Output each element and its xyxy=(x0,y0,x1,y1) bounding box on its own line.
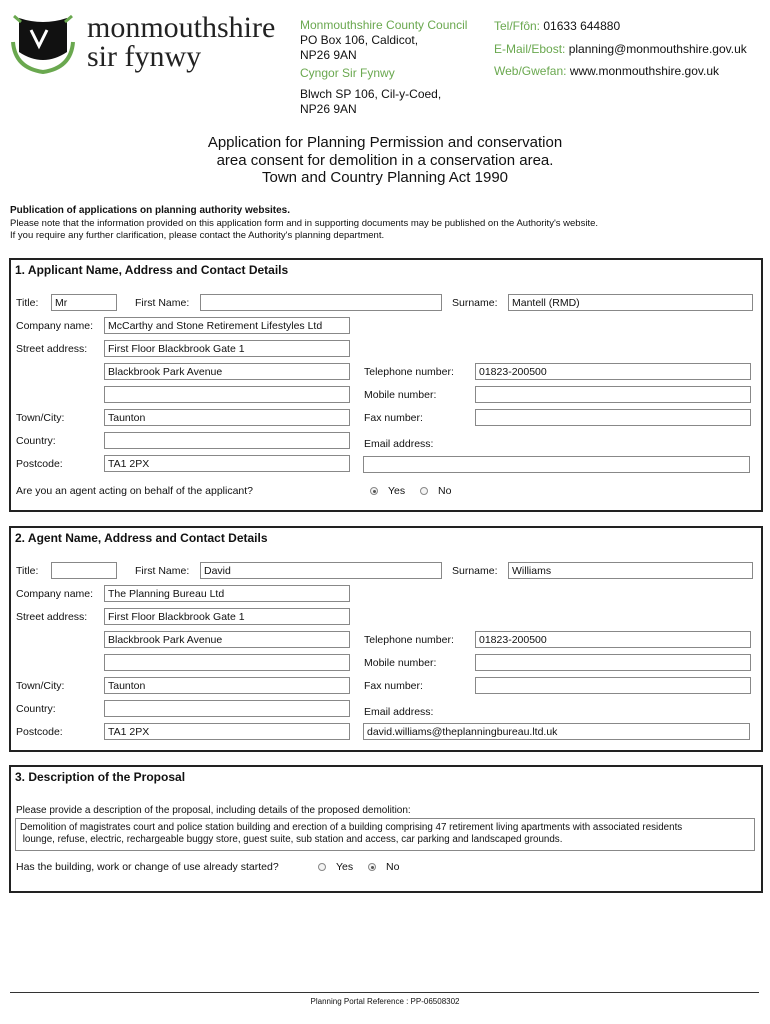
form-title xyxy=(0,134,770,187)
logo-line-1: monmouthshire xyxy=(87,11,276,44)
footer-divider xyxy=(10,992,759,993)
agent-yes-label: Yes xyxy=(388,485,406,497)
agent-no-label: No xyxy=(438,485,452,497)
agent-country-label: Country: xyxy=(16,703,56,715)
applicant-section-heading: 1. Applicant Name, Address and Contact Details xyxy=(15,263,289,277)
applicant-country-field[interactable] xyxy=(104,432,350,449)
agent-title-field[interactable] xyxy=(51,562,117,579)
proposal-section-heading: 3. Description of the Proposal xyxy=(15,770,186,784)
agent-street-line-3[interactable] xyxy=(104,654,350,671)
agent-fax-field[interactable] xyxy=(475,677,751,694)
agent-email-field[interactable]: david.williams@theplanningbureau.ltd.uk xyxy=(363,723,750,740)
work-started-question: Has the building, work or change of use already started? xyxy=(16,861,279,873)
applicant-mobile-field[interactable] xyxy=(475,386,751,403)
agent-company-field[interactable]: The Planning Bureau Ltd xyxy=(104,585,350,602)
agent-email-label: Email address: xyxy=(364,706,434,718)
publication-notice xyxy=(10,205,598,243)
applicant-first-name-label: First Name: xyxy=(135,297,190,309)
applicant-company-label: Company name: xyxy=(16,320,94,332)
proposal-description-line-2: lounge, refuse, electric, rechargeable buggy store, guest suite, sub station and access, car parking and landscaped grounds. xyxy=(20,834,563,845)
agent-country-field[interactable] xyxy=(104,700,350,717)
address-en-line-2: NP26 9AN xyxy=(300,48,357,62)
dragon-emblem-icon xyxy=(11,12,75,74)
planning-portal-reference: Planning Portal Reference : PP-06508302 xyxy=(310,997,460,1006)
applicant-first-name-field[interactable] xyxy=(200,294,442,311)
applicant-telephone-field[interactable]: 01823-200500 xyxy=(475,363,751,380)
work-started-no-radio[interactable] xyxy=(368,863,376,871)
applicant-country-label: Country: xyxy=(16,435,56,447)
agent-street-line-1[interactable]: First Floor Blackbrook Gate 1 xyxy=(104,608,350,625)
telephone-value: 01633 644880 xyxy=(543,19,621,33)
agent-no-radio[interactable] xyxy=(420,487,428,495)
applicant-fax-field[interactable] xyxy=(475,409,751,426)
notice-line-2: If you require any further clarification, please contact the Authority's planning department. xyxy=(10,230,385,241)
agent-title-label: Title: xyxy=(16,565,39,577)
applicant-email-field[interactable] xyxy=(363,456,750,473)
address-cy-line-2: NP26 9AN xyxy=(300,102,357,116)
agent-first-name-field[interactable]: David xyxy=(200,562,442,579)
agent-postcode-field[interactable]: TA1 2PX xyxy=(104,723,350,740)
applicant-postcode-label: Postcode: xyxy=(16,458,63,470)
applicant-title-label: Title: xyxy=(16,297,39,309)
form-title-line-1: Application for Planning Permission and conservation xyxy=(207,134,563,151)
applicant-mobile-label: Mobile number: xyxy=(364,389,437,401)
address-en-line-1: PO Box 106, Caldicot, xyxy=(300,33,419,47)
applicant-street-line-1[interactable]: First Floor Blackbrook Gate 1 xyxy=(104,340,350,357)
agent-fax-label: Fax number: xyxy=(364,680,423,692)
agent-company-label: Company name: xyxy=(16,588,94,600)
work-started-yes-label: Yes xyxy=(336,861,354,873)
telephone-label: Tel/Ffôn: xyxy=(494,19,541,33)
agent-yes-radio[interactable] xyxy=(370,487,378,495)
applicant-street-line-3[interactable] xyxy=(104,386,350,403)
proposal-description-line-1: Demolition of magistrates court and police station building and erection of a building comprising 47 retirement living apartments with associated residents xyxy=(20,822,683,833)
proposal-prompt: Please provide a description of the proposal, including details of the proposed demolition: xyxy=(16,805,411,816)
applicant-telephone-label: Telephone number: xyxy=(364,366,454,378)
agent-postcode-label: Postcode: xyxy=(16,726,63,738)
council-name-cy: Cyngor Sir Fynwy xyxy=(300,66,395,80)
agent-street-line-2[interactable]: Blackbrook Park Avenue xyxy=(104,631,350,648)
applicant-postcode-field[interactable]: TA1 2PX xyxy=(104,455,350,472)
notice-heading: Publication of applications on planning authority websites. xyxy=(10,205,291,216)
work-started-yes-radio[interactable] xyxy=(318,863,326,871)
agent-telephone-field[interactable]: 01823-200500 xyxy=(475,631,751,648)
agent-telephone-label: Telephone number: xyxy=(364,634,454,646)
web-label: Web/Gwefan: xyxy=(494,64,567,78)
address-cy-line-1: Blwch SP 106, Cil-y-Coed, xyxy=(300,87,442,101)
agent-town-field[interactable]: Taunton xyxy=(104,677,350,694)
applicant-company-field[interactable]: McCarthy and Stone Retirement Lifestyles Ltd xyxy=(104,317,350,334)
applicant-email-label: Email address: xyxy=(364,438,434,450)
agent-mobile-label: Mobile number: xyxy=(364,657,437,669)
form-title-line-3: Town and Country Planning Act 1990 xyxy=(262,169,508,186)
applicant-town-label: Town/City: xyxy=(16,412,65,424)
logo-line-2: sir fynwy xyxy=(87,40,202,73)
applicant-title-field[interactable]: Mr xyxy=(51,294,117,311)
email-label: E-Mail/Ebost: xyxy=(494,42,566,56)
form-title-line-2: area consent for demolition in a conservation area. xyxy=(216,151,554,169)
council-logo xyxy=(11,12,75,74)
agent-section-heading: 2. Agent Name, Address and Contact Details xyxy=(15,531,268,545)
applicant-fax-label: Fax number: xyxy=(364,412,423,424)
applicant-town-field[interactable]: Taunton xyxy=(104,409,350,426)
agent-town-label: Town/City: xyxy=(16,680,65,692)
work-started-no-label: No xyxy=(386,861,400,873)
contact-email xyxy=(494,42,747,57)
proposal-description-field[interactable] xyxy=(15,818,755,851)
agent-first-name-label: First Name: xyxy=(135,565,190,577)
applicant-surname-field[interactable]: Mantell (RMD) xyxy=(508,294,753,311)
agent-surname-field[interactable]: Williams xyxy=(508,562,753,579)
email-value[interactable]: planning@monmouthshire.gov.uk xyxy=(568,42,747,56)
agent-mobile-field[interactable] xyxy=(475,654,751,671)
notice-line-1: Please note that the information provided on this application form and in supporting documents may be published on the Authority's website. xyxy=(10,217,599,229)
applicant-surname-label: Surname: xyxy=(452,297,498,309)
web-value[interactable]: www.monmouthshire.gov.uk xyxy=(569,64,720,78)
council-name-en: Monmouthshire County Council xyxy=(300,18,468,32)
contact-web xyxy=(494,64,719,79)
agent-surname-label: Surname: xyxy=(452,565,498,577)
applicant-street-label: Street address: xyxy=(16,343,88,355)
applicant-street-line-2[interactable]: Blackbrook Park Avenue xyxy=(104,363,350,380)
contact-telephone xyxy=(494,19,620,34)
agent-street-label: Street address: xyxy=(16,611,88,623)
agent-question-label: Are you an agent acting on behalf of the applicant? xyxy=(16,485,254,497)
